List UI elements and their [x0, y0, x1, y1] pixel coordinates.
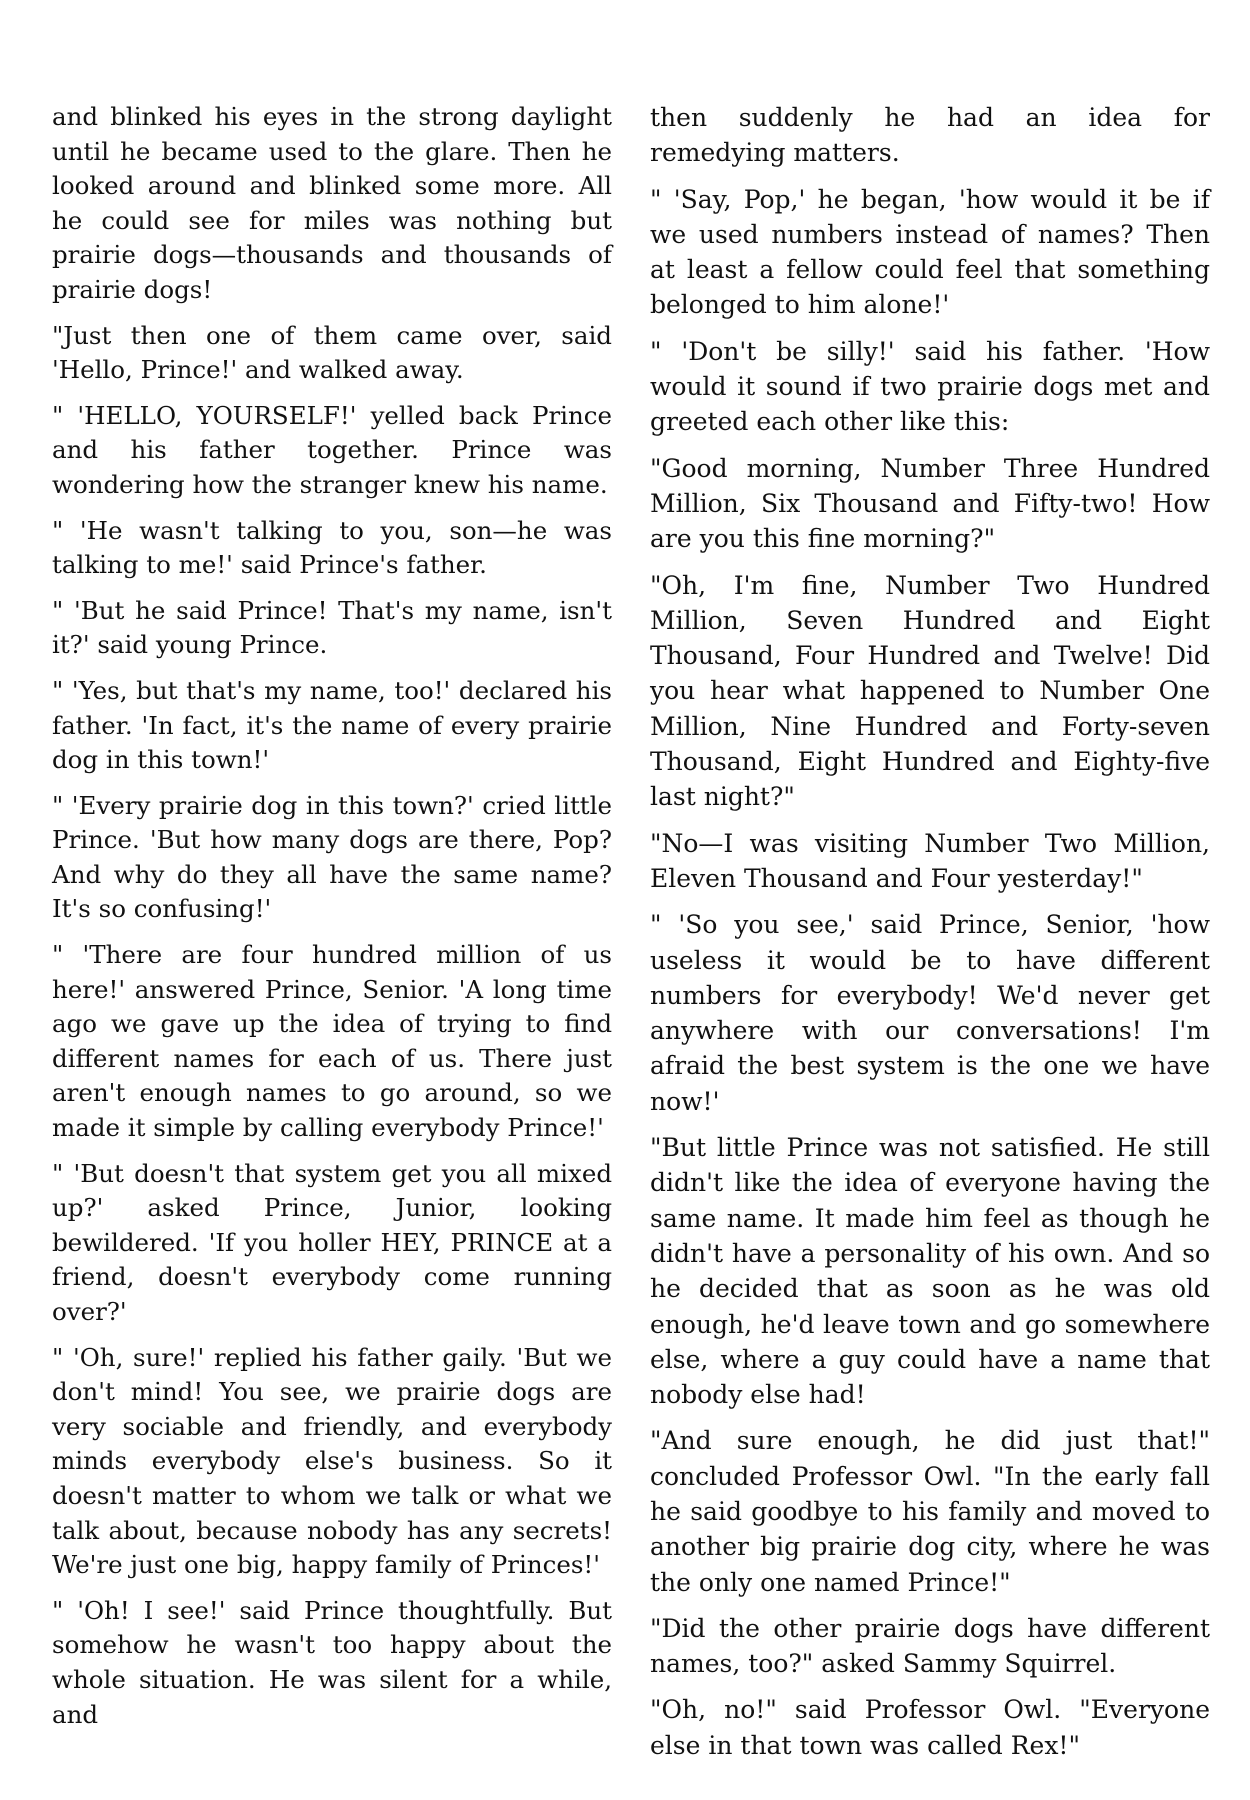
paragraph: " 'HELLO, YOURSELF!' yelled back Prince and his father together. Prince was wondering how the stranger knew his name.	[52, 400, 612, 499]
right-column	[650, 100, 1210, 1763]
paragraph: "Oh, no!" said Professor Owl. "Everyone else in that town was called Rex!"	[650, 1695, 1210, 1760]
paragraph: and blinked his eyes in the strong daylight until he became used to the glare. Then he looked around and blinked some more. All he could see for miles was nothing but prairie dogs—thousands and thousands of prairie dogs!	[52, 102, 612, 304]
paragraph: "No—I was visiting Number Two Million, Eleven Thousand and Four yesterday!"	[650, 828, 1210, 893]
paragraph: "Just then one of them came over, said 'Hello, Prince!' and walked away.	[52, 320, 612, 385]
paragraph: " 'He wasn't talking to you, son—he was talking to me!' said Prince's father.	[52, 515, 612, 580]
paragraph: "And sure enough, he did just that!" concluded Professor Owl. "In the early fall he said goodbye to his family and moved to another big prairie dog city, where he was the only one named Prince!"	[650, 1426, 1210, 1597]
paragraph: " 'There are four hundred million of us here!' answered Prince, Senior. 'A long time ago we gave up the idea of trying to find different names for each of us. There just aren't enough names to go around, so we made it simple by calling everybody Prince!'	[52, 940, 612, 1143]
paragraph: " 'Say, Pop,' he began, 'how would it be if we used numbers instead of names? Then at least a fellow could feel that something belonged to him alone!'	[650, 184, 1210, 320]
paragraph: "But little Prince was not satisfied. He still didn't like the idea of everyone having the same name. It made him feel as though he didn't have a personality of his own. And so he decided that as soon as he was old enough, he'd leave town and go somewhere else, where a guy could have a name that nobody else had!	[650, 1133, 1210, 1410]
paragraph: " 'So you see,' said Prince, Senior, 'how useless it would be to have different numbers for everybody! We'd never get anywhere with our conversations! I'm afraid the best system is the one we have now!'	[650, 910, 1210, 1116]
paragraph: " 'Every prairie dog in this town?' cried little Prince. 'But how many dogs are there, Pop? And why do they all have the same name? It's so confusing!'	[52, 790, 612, 924]
paragraph: " 'Oh, sure!' replied his father gaily. 'But we don't mind! You see, we prairie dogs are very sociable and friendly, and everybody minds everybody else's business. So it doesn't matter to whom we talk or what we talk about, because nobody has any secrets! We're just one big, happy family of Princes!'	[52, 1342, 612, 1580]
left-column	[52, 100, 612, 1732]
paragraph: "Oh, I'm fine, Number Two Hundred Million, Seven Hundred and Eight Thousand, Four Hundred and Twelve! Did you hear what happened to Number One Million, Nine Hundred and Forty-seven Thousand, Eight Hundred and Eighty-five last night?"	[650, 570, 1210, 812]
paragraph: then suddenly he had an idea for remedying matters.	[650, 103, 1210, 168]
paragraph: " 'But doesn't that system get you all mixed up?' asked Prince, Junior, looking bewildered. 'If you holler HEY, PRINCE at a friend, doesn't everybody come running over?'	[52, 1158, 612, 1326]
paragraph: " 'Don't be silly!' said his father. 'How would it sound if two prairie dogs met and greeted each other like this:	[650, 336, 1210, 437]
paragraph: " 'But he said Prince! That's my name, isn't it?' said young Prince.	[52, 595, 612, 660]
paragraph: " 'Yes, but that's my name, too!' declared his father. 'In fact, it's the name of every prairie dog in this town!'	[52, 675, 612, 775]
paragraph: "Did the other prairie dogs have different names, too?" asked Sammy Squirrel.	[650, 1613, 1210, 1679]
paragraph: " 'Oh! I see!' said Prince thoughtfully. But somehow he wasn't too happy about the whole situation. He was silent for a while, and	[52, 1595, 612, 1729]
paragraph: "Good morning, Number Three Hundred Million, Six Thousand and Fifty-two! How are you this fine morning?"	[650, 453, 1210, 554]
